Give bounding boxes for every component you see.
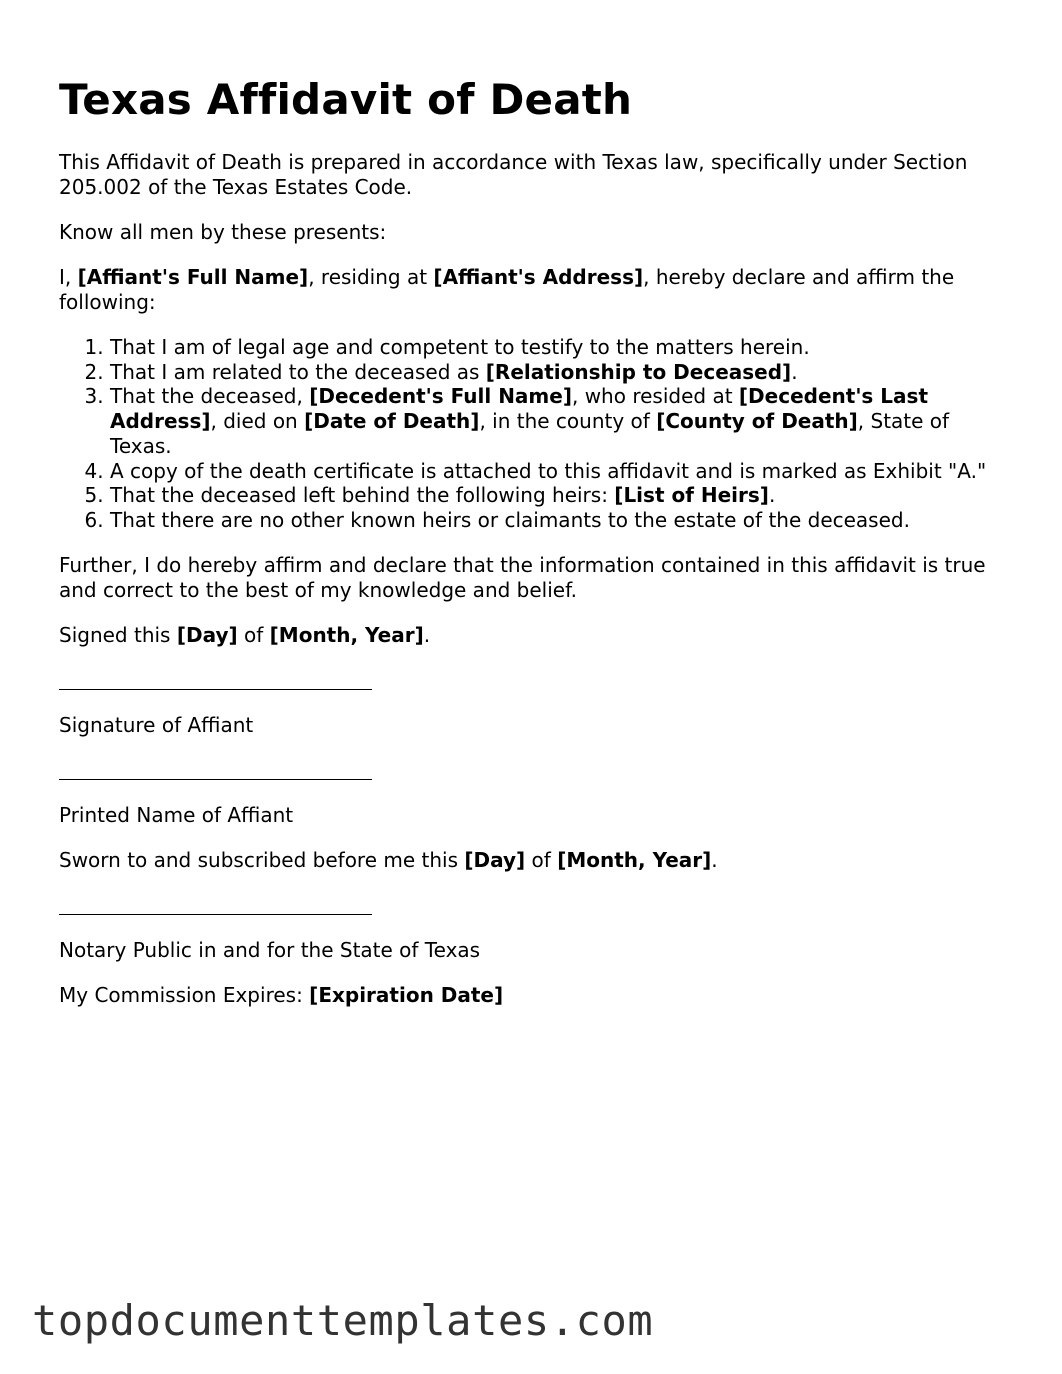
item-text: , died on	[210, 409, 305, 434]
sworn-suffix: .	[711, 847, 718, 872]
item-text: That the deceased,	[110, 384, 310, 409]
declaration-prefix: I,	[59, 265, 78, 289]
declaration-mid: , residing at	[308, 265, 434, 289]
list-item: 4. A copy of the death certificate is attached to this affidavit and is marked as Exhibit "A."	[110, 459, 1009, 484]
signature-label: Signature of Affiant	[59, 712, 254, 737]
item-text: , State of Texas.	[110, 409, 950, 458]
item-text: , who resided at	[571, 384, 739, 409]
notary-label: Notary Public in and for the State of Texas	[59, 937, 481, 962]
signed-month-year-placeholder: [Month, Year]	[269, 622, 424, 647]
list-item: 6. That there are no other known heirs or claimants to the estate of the deceased.	[110, 508, 1009, 533]
declaration-suffix: , hereby declare and affirm the following:	[59, 265, 955, 314]
declaration-paragraph	[59, 265, 1009, 315]
sworn-month-year-placeholder: [Month, Year]	[557, 847, 712, 872]
list-item	[110, 360, 1009, 385]
affiant-address-placeholder: [Affiant's Address]	[433, 265, 644, 289]
date-of-death-placeholder: [Date of Death]	[304, 409, 480, 434]
notary-rule	[59, 914, 372, 915]
printed-name-rule	[59, 779, 372, 780]
intro-paragraph: This Affidavit of Death is prepared in accordance with Texas law, specifically under Section 205.002 of the Texas Estates Code.	[59, 150, 968, 199]
decedent-name-placeholder: [Decedent's Full Name]	[309, 384, 572, 409]
printed-name-label: Printed Name of Affiant	[59, 802, 294, 827]
know-all-paragraph: Know all men by these presents:	[59, 220, 387, 244]
signed-of: of	[237, 622, 270, 647]
sworn-day-placeholder: [Day]	[464, 847, 526, 872]
commission-prefix: My Commission Expires:	[59, 982, 310, 1007]
signed-day-placeholder: [Day]	[176, 622, 238, 647]
affirmation-paragraph: Further, I do hereby affirm and declare that the information contained in this affidavit is true and correct to the best of my knowledge and belief.	[59, 552, 986, 602]
list-item	[110, 384, 1009, 458]
printed-name-line[interactable]	[59, 758, 1009, 783]
item-text: .	[791, 359, 798, 384]
signed-date-line	[59, 623, 1009, 648]
document-title: Texas Affidavit of Death	[59, 75, 633, 124]
affidavit-document	[59, 72, 1009, 1028]
sworn-of: of	[525, 847, 558, 872]
commission-line	[59, 983, 1009, 1008]
signature-rule	[59, 689, 372, 690]
heirs-placeholder: [List of Heirs]	[614, 483, 769, 508]
signature-line[interactable]	[59, 668, 1009, 693]
site-watermark: topdocumenttemplates.com	[32, 1296, 654, 1345]
signed-suffix: .	[423, 622, 431, 647]
item-text: That the deceased left behind the following heirs:	[110, 483, 615, 508]
signed-prefix: Signed this	[59, 622, 177, 647]
affiant-name-placeholder: [Affiant's Full Name]	[77, 265, 309, 289]
item-text: That I am related to the deceased as	[110, 359, 486, 384]
decedent-address-placeholder: [Decedent's Last Address]	[110, 384, 929, 434]
expiration-date-placeholder: [Expiration Date]	[309, 982, 504, 1007]
affirmation-list	[59, 335, 1009, 533]
list-item: 1. That I am of legal age and competent to testify to the matters herein.	[110, 335, 1009, 360]
item-text: .	[768, 483, 776, 508]
county-of-death-placeholder: [County of Death]	[656, 409, 858, 434]
relationship-placeholder: [Relationship to Deceased]	[485, 359, 792, 384]
sworn-prefix: Sworn to and subscribed before me this	[59, 847, 465, 872]
list-item	[110, 483, 1009, 508]
notary-signature-line[interactable]	[59, 893, 1009, 918]
sworn-line	[59, 848, 1009, 873]
item-text: , in the county of	[479, 409, 657, 434]
